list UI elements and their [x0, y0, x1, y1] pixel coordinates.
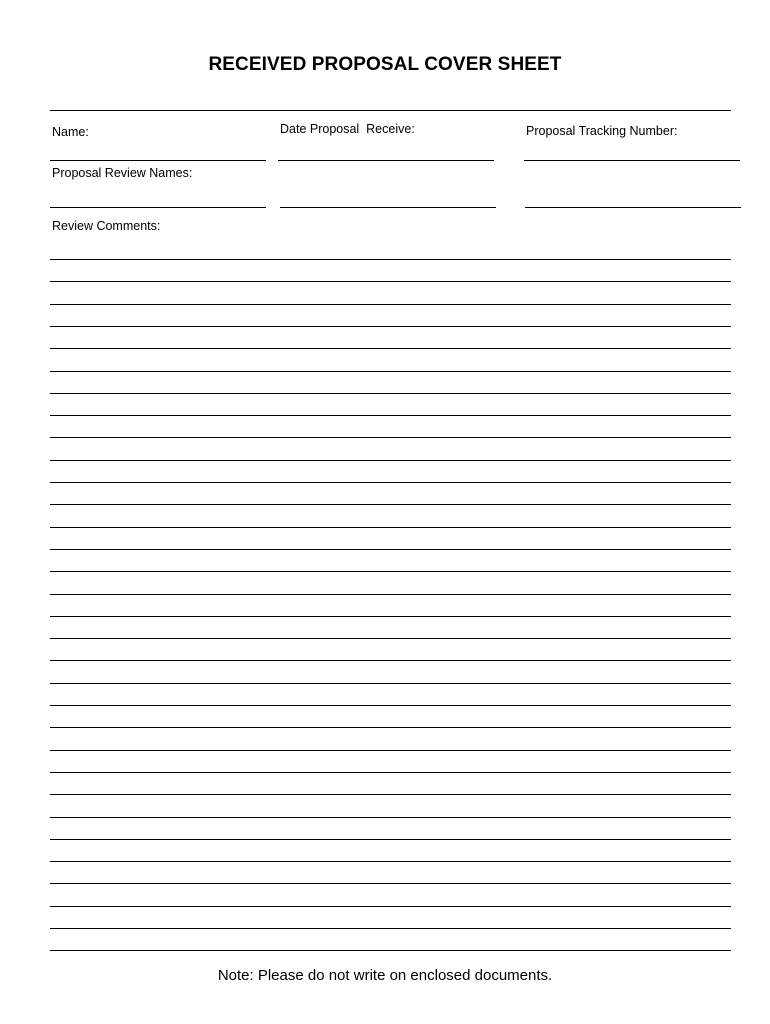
comment-line[interactable] — [50, 638, 731, 639]
tracking-number-field-line[interactable] — [524, 160, 740, 161]
review-name-line-1[interactable] — [50, 207, 266, 208]
comment-line[interactable] — [50, 571, 731, 572]
comment-line[interactable] — [50, 504, 731, 505]
comment-line[interactable] — [50, 817, 731, 818]
comment-line[interactable] — [50, 794, 731, 795]
proposal-tracking-number-label: Proposal Tracking Number: — [526, 124, 678, 138]
comment-line[interactable] — [50, 304, 731, 305]
comment-line[interactable] — [50, 928, 731, 929]
comment-line[interactable] — [50, 727, 731, 728]
comment-line[interactable] — [50, 393, 731, 394]
review-comments-label: Review Comments: — [52, 219, 161, 233]
comment-line[interactable] — [50, 415, 731, 416]
proposal-review-names-label: Proposal Review Names: — [52, 166, 193, 180]
comment-line[interactable] — [50, 705, 731, 706]
comment-line[interactable] — [50, 482, 731, 483]
comment-line[interactable] — [50, 348, 731, 349]
comment-line[interactable] — [50, 527, 731, 528]
name-field-line[interactable] — [50, 160, 266, 161]
comment-line[interactable] — [50, 883, 731, 884]
review-name-line-3[interactable] — [525, 207, 741, 208]
comment-line[interactable] — [50, 549, 731, 550]
comment-line[interactable] — [50, 660, 731, 661]
comment-line[interactable] — [50, 950, 731, 951]
date-field-line[interactable] — [278, 160, 494, 161]
comment-line[interactable] — [50, 594, 731, 595]
comment-line[interactable] — [50, 772, 731, 773]
comment-line[interactable] — [50, 616, 731, 617]
review-name-line-2[interactable] — [280, 207, 496, 208]
date-proposal-received-label: Date Proposal Receive: — [280, 122, 415, 136]
comment-line[interactable] — [50, 460, 731, 461]
header-rule — [50, 110, 731, 111]
footer-note: Note: Please do not write on enclosed documents. — [217, 967, 553, 984]
comment-line[interactable] — [50, 861, 731, 862]
comment-line[interactable] — [50, 437, 731, 438]
comment-line[interactable] — [50, 906, 731, 907]
comment-line[interactable] — [50, 683, 731, 684]
comment-line[interactable] — [50, 839, 731, 840]
comment-line[interactable] — [50, 371, 731, 372]
comment-line[interactable] — [50, 326, 731, 327]
name-label: Name: — [52, 125, 89, 139]
form-title: RECEIVED PROPOSAL COVER SHEET — [208, 54, 562, 75]
comment-line[interactable] — [50, 259, 731, 260]
comment-line[interactable] — [50, 750, 731, 751]
comment-line[interactable] — [50, 281, 731, 282]
